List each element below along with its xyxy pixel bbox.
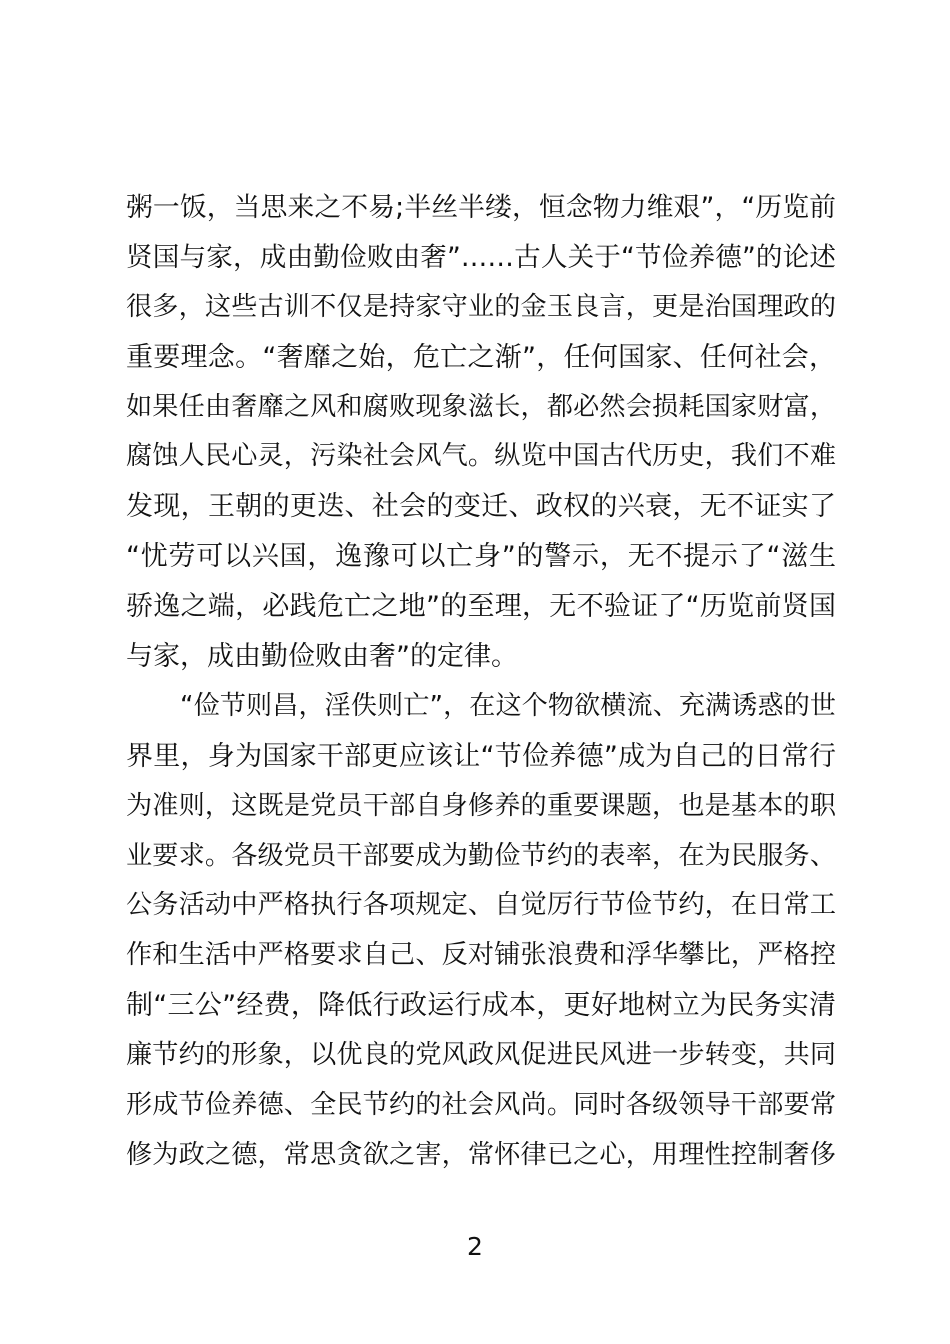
text-line: 界里，身为国家干部更应该让“节俭养德”成为自己的日常行 [126,740,836,772]
text-line: 作和生活中严格要求自己、反对铺张浪费和浮华攀比，严格控 [126,940,836,971]
text-line: “俭节则昌，淫佚则亡”，在这个物欲横流、充满诱惑的世 [180,690,836,721]
text-line: 腐蚀人民心灵，污染社会风气。纵览中国古代历史，我们不难 [126,441,836,472]
body-text [126,183,836,1181]
text-line: 粥一饭，当思来之不易;半丝半缕，恒念物力维艰”，“历览前 [126,192,836,223]
text-line: “忧劳可以兴国，逸豫可以亡身”的警示，无不提示了“滋生 [126,541,836,573]
text-line: 重要理念。“奢靡之始，危亡之渐”，任何国家、任何社会， [126,341,836,373]
paragraph-1 [126,183,836,682]
text-line: 贤国与家，成由勤俭败由奢”……古人关于“节俭养德”的论述 [126,241,836,273]
text-line: 修为政之德，常思贪欲之害，常怀律已之心，用理性控制奢侈 [126,1139,836,1170]
paragraph-2 [126,682,836,1181]
text-line: 制“三公”经费，降低行政运行成本，更好地树立为民务实清 [126,990,836,1022]
text-line: 廉节约的形象，以优良的党风政风促进民风进一步转变，共同 [126,1040,836,1071]
text-line: 与家，成由勤俭败由奢”的定律。 [126,641,518,673]
text-line: 公务活动中严格执行各项规定、自觉厉行节俭节约，在日常工 [126,890,836,921]
text-line: 如果任由奢靡之风和腐败现象滋长，都必然会损耗国家财富， [126,391,836,422]
text-line: 形成节俭养德、全民节约的社会风尚。同时各级领导干部要常 [126,1090,836,1121]
text-line: 为准则，这既是党员干部自身修养的重要课题，也是基本的职 [126,790,836,821]
text-line: 很多，这些古训不仅是持家守业的金玉良言，更是治国理政的 [126,291,836,322]
text-line: 发现，王朝的更迭、社会的变迁、政权的兴衰，无不证实了 [126,491,836,523]
text-line: 骄逸之端，必践危亡之地”的至理，无不验证了“历览前贤国 [126,591,836,623]
text-line: 业要求。各级党员干部要成为勤俭节约的表率，在为民服务、 [126,840,836,871]
page-number: 2 [467,1232,483,1261]
